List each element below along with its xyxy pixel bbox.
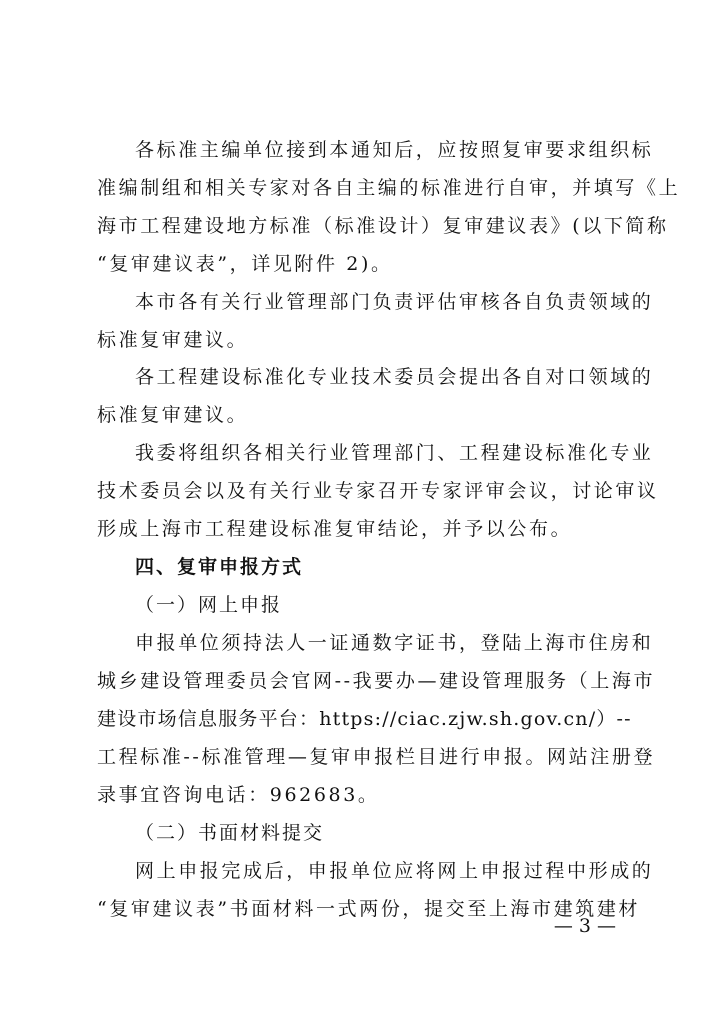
paragraph-5-line-1: 申报单位须持法人一证通数字证书，登陆上海市住房和 [135, 632, 654, 654]
subsection-1-heading: （一）网上申报 [135, 594, 283, 616]
subsection-2-heading: （二）书面材料提交 [135, 822, 325, 844]
paragraph-1-line-1: 各标准主编单位接到本通知后，应按照复审要求组织标 [135, 139, 654, 161]
paragraph-4-line-2: 技术委员会以及有关行业专家召开专家评审会议，讨论审议 [97, 480, 659, 502]
paragraph-4-line-3: 形成上海市工程建设标准复审结论，并予以公布。 [97, 518, 573, 540]
paragraph-6-line-1: 网上申报完成后，申报单位应将网上申报过程中形成的 [135, 860, 654, 882]
paragraph-1-line-3: 海市工程建设地方标准（标准设计）复审建议表》(以下简称 [97, 215, 669, 237]
paragraph-5-line-5: 录事宜咨询电话：962683。 [97, 784, 380, 806]
section-4-heading: 四、复审申报方式 [135, 556, 304, 578]
page-number: — 3 — [553, 915, 616, 937]
paragraph-2-line-2: 标准复审建议。 [97, 329, 249, 351]
paragraph-3-line-2: 标准复审建议。 [97, 404, 249, 426]
paragraph-3-line-1: 各工程建设标准化专业技术委员会提出各自对口领域的 [135, 366, 654, 388]
paragraph-2-line-1: 本市各有关行业管理部门负责评估审核各自负责领域的 [135, 291, 654, 313]
paragraph-5-line-3: 建设市场信息服务平台：https://ciac.zjw.sh.gov.cn/）-- [97, 708, 632, 730]
paragraph-6-line-2: “复审建议表”书面材料一式两份，提交至上海市建筑建材 [97, 898, 641, 920]
paragraph-5-line-2: 城乡建设管理委员会官网--我要办—建设管理服务（上海市 [97, 670, 656, 692]
paragraph-1-line-4: “复审建议表”，详见附件 2)。 [97, 253, 393, 275]
paragraph-1-line-2: 准编制组和相关专家对各自主编的标准进行自审，并填写《上 [97, 177, 681, 199]
paragraph-5-line-4: 工程标准--标准管理—复审申报栏目进行申报。网站注册登 [97, 746, 656, 768]
paragraph-4-line-1: 我委将组织各相关行业管理部门、工程建设标准化专业 [135, 442, 654, 464]
